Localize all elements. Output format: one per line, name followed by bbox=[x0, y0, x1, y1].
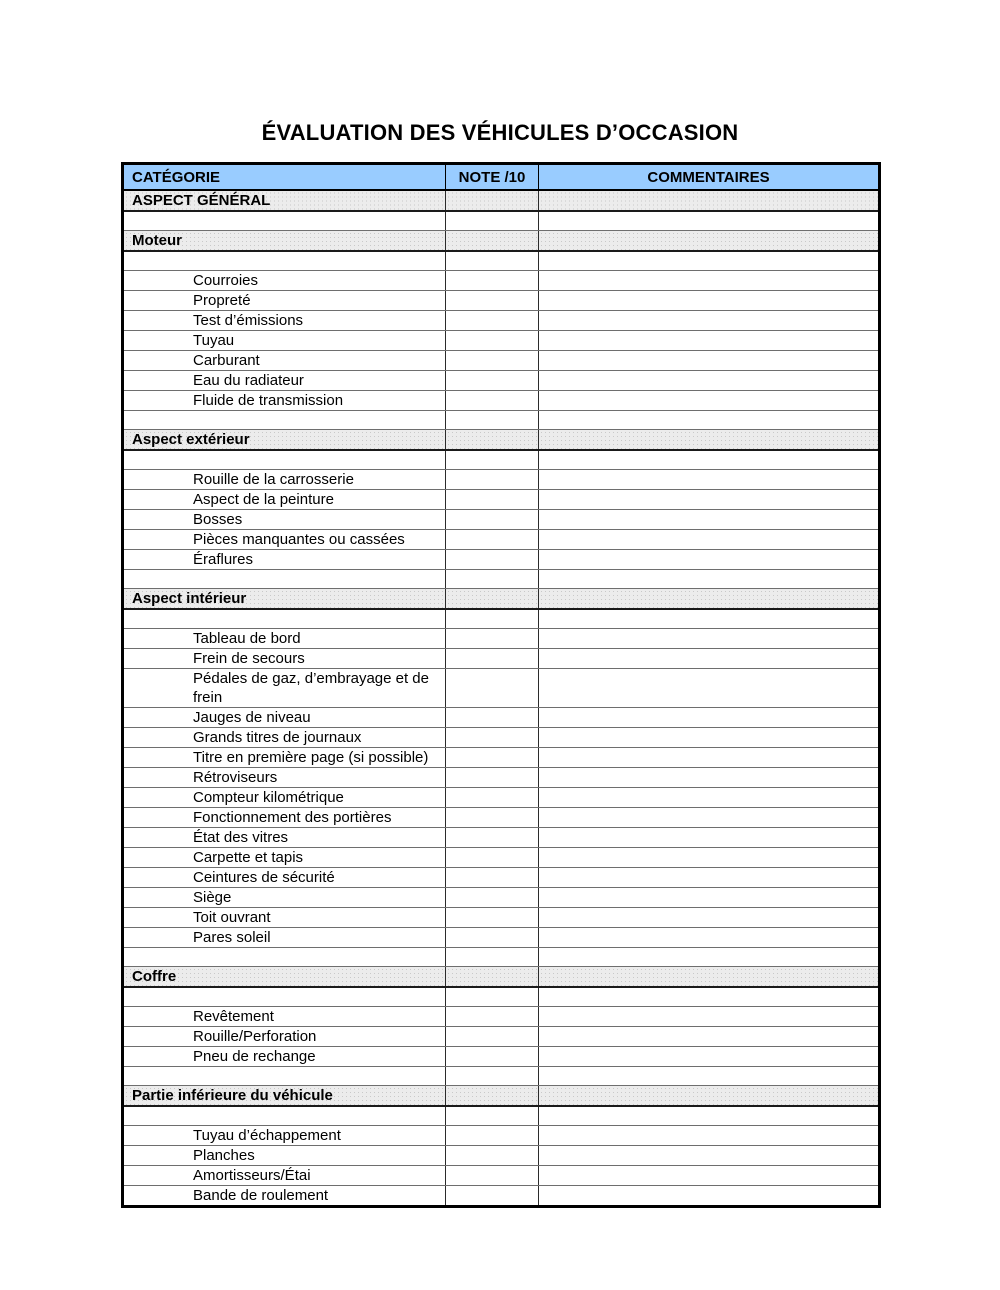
section-row bbox=[123, 190, 880, 211]
item-row bbox=[123, 1027, 880, 1047]
item-row bbox=[123, 649, 880, 669]
category-cell: Ceintures de sécurité bbox=[123, 868, 446, 888]
comment-cell bbox=[539, 271, 880, 291]
comment-cell bbox=[539, 411, 880, 430]
comment-cell bbox=[539, 450, 880, 470]
category-cell: Tuyau bbox=[123, 331, 446, 351]
category-cell: Partie inférieure du véhicule bbox=[123, 1086, 446, 1107]
category-cell bbox=[123, 1106, 446, 1126]
category-cell: Eau du radiateur bbox=[123, 371, 446, 391]
category-cell: Rouille/Perforation bbox=[123, 1027, 446, 1047]
category-cell bbox=[123, 450, 446, 470]
note-cell bbox=[446, 371, 539, 391]
item-row bbox=[123, 1146, 880, 1166]
note-cell bbox=[446, 708, 539, 728]
comment-cell bbox=[539, 1146, 880, 1166]
note-cell bbox=[446, 1067, 539, 1086]
category-cell: Bosses bbox=[123, 510, 446, 530]
comment-cell bbox=[539, 967, 880, 988]
note-cell bbox=[446, 331, 539, 351]
comment-cell bbox=[539, 1126, 880, 1146]
column-header-note: NOTE /10 bbox=[446, 164, 539, 191]
note-cell bbox=[446, 530, 539, 550]
comment-cell bbox=[539, 609, 880, 629]
comment-cell bbox=[539, 768, 880, 788]
category-cell: Pares soleil bbox=[123, 928, 446, 948]
category-cell: État des vitres bbox=[123, 828, 446, 848]
note-cell bbox=[446, 190, 539, 211]
note-cell bbox=[446, 251, 539, 271]
note-cell bbox=[446, 987, 539, 1007]
note-cell bbox=[446, 411, 539, 430]
comment-cell bbox=[539, 1086, 880, 1107]
note-cell bbox=[446, 231, 539, 252]
comment-cell bbox=[539, 231, 880, 252]
category-cell bbox=[123, 251, 446, 271]
item-row bbox=[123, 271, 880, 291]
comment-cell bbox=[539, 1007, 880, 1027]
category-cell: Rétroviseurs bbox=[123, 768, 446, 788]
note-cell bbox=[446, 1047, 539, 1067]
blank-row bbox=[123, 450, 880, 470]
note-cell bbox=[446, 748, 539, 768]
category-cell: Coffre bbox=[123, 967, 446, 988]
note-cell bbox=[446, 1086, 539, 1107]
blank-row bbox=[123, 411, 880, 430]
comment-cell bbox=[539, 291, 880, 311]
note-cell bbox=[446, 211, 539, 231]
note-cell bbox=[446, 391, 539, 411]
category-cell bbox=[123, 948, 446, 967]
category-cell: Carburant bbox=[123, 351, 446, 371]
comment-cell bbox=[539, 470, 880, 490]
comment-cell bbox=[539, 351, 880, 371]
category-cell bbox=[123, 987, 446, 1007]
category-cell: Moteur bbox=[123, 231, 446, 252]
category-cell: Pneu de rechange bbox=[123, 1047, 446, 1067]
section-row bbox=[123, 589, 880, 610]
note-cell bbox=[446, 550, 539, 570]
note-cell bbox=[446, 609, 539, 629]
note-cell bbox=[446, 848, 539, 868]
item-row bbox=[123, 530, 880, 550]
comment-cell bbox=[539, 251, 880, 271]
category-cell bbox=[123, 411, 446, 430]
item-row bbox=[123, 331, 880, 351]
evaluation-table-body bbox=[123, 190, 880, 1207]
category-cell: Titre en première page (si possible) bbox=[123, 748, 446, 768]
category-cell: Test d’émissions bbox=[123, 311, 446, 331]
note-cell bbox=[446, 868, 539, 888]
item-row bbox=[123, 510, 880, 530]
category-cell: Bande de roulement bbox=[123, 1186, 446, 1207]
category-cell bbox=[123, 1067, 446, 1086]
note-cell bbox=[446, 1106, 539, 1126]
note-cell bbox=[446, 311, 539, 331]
section-row bbox=[123, 967, 880, 988]
note-cell bbox=[446, 629, 539, 649]
note-cell bbox=[446, 570, 539, 589]
comment-cell bbox=[539, 430, 880, 451]
category-cell: Tableau de bord bbox=[123, 629, 446, 649]
note-cell bbox=[446, 470, 539, 490]
item-row bbox=[123, 1166, 880, 1186]
note-cell bbox=[446, 669, 539, 708]
note-cell bbox=[446, 908, 539, 928]
category-cell: Compteur kilométrique bbox=[123, 788, 446, 808]
category-cell: Siège bbox=[123, 888, 446, 908]
note-cell bbox=[446, 1146, 539, 1166]
comment-cell bbox=[539, 748, 880, 768]
blank-row bbox=[123, 609, 880, 629]
item-row bbox=[123, 291, 880, 311]
category-cell: Grands titres de journaux bbox=[123, 728, 446, 748]
note-cell bbox=[446, 490, 539, 510]
category-cell: Aspect extérieur bbox=[123, 430, 446, 451]
comment-cell bbox=[539, 530, 880, 550]
category-cell: Pièces manquantes ou cassées bbox=[123, 530, 446, 550]
comment-cell bbox=[539, 589, 880, 610]
note-cell bbox=[446, 788, 539, 808]
blank-row bbox=[123, 948, 880, 967]
category-cell: Fonctionnement des portières bbox=[123, 808, 446, 828]
comment-cell bbox=[539, 788, 880, 808]
comment-cell bbox=[539, 948, 880, 967]
item-row bbox=[123, 391, 880, 411]
comment-cell bbox=[539, 570, 880, 589]
comment-cell bbox=[539, 391, 880, 411]
item-row bbox=[123, 848, 880, 868]
comment-cell bbox=[539, 510, 880, 530]
comment-cell bbox=[539, 928, 880, 948]
blank-row bbox=[123, 987, 880, 1007]
category-cell: Aspect intérieur bbox=[123, 589, 446, 610]
category-cell: Courroies bbox=[123, 271, 446, 291]
note-cell bbox=[446, 291, 539, 311]
column-header-commentaires: COMMENTAIRES bbox=[539, 164, 880, 191]
comment-cell bbox=[539, 190, 880, 211]
item-row bbox=[123, 1126, 880, 1146]
note-cell bbox=[446, 1126, 539, 1146]
category-cell: Carpette et tapis bbox=[123, 848, 446, 868]
category-cell: ASPECT GÉNÉRAL bbox=[123, 190, 446, 211]
note-cell bbox=[446, 967, 539, 988]
item-row bbox=[123, 550, 880, 570]
blank-row bbox=[123, 211, 880, 231]
blank-row bbox=[123, 251, 880, 271]
note-cell bbox=[446, 510, 539, 530]
item-row bbox=[123, 748, 880, 768]
category-cell: Éraflures bbox=[123, 550, 446, 570]
comment-cell bbox=[539, 550, 880, 570]
item-row bbox=[123, 808, 880, 828]
category-cell: Fluide de transmission bbox=[123, 391, 446, 411]
item-row bbox=[123, 490, 880, 510]
section-row bbox=[123, 231, 880, 252]
item-row bbox=[123, 351, 880, 371]
category-cell bbox=[123, 570, 446, 589]
evaluation-table bbox=[121, 162, 881, 1208]
comment-cell bbox=[539, 490, 880, 510]
note-cell bbox=[446, 1186, 539, 1207]
note-cell bbox=[446, 271, 539, 291]
item-row bbox=[123, 1047, 880, 1067]
category-cell: Rouille de la carrosserie bbox=[123, 470, 446, 490]
category-cell: Propreté bbox=[123, 291, 446, 311]
comment-cell bbox=[539, 708, 880, 728]
item-row bbox=[123, 629, 880, 649]
comment-cell bbox=[539, 828, 880, 848]
note-cell bbox=[446, 888, 539, 908]
comment-cell bbox=[539, 987, 880, 1007]
note-cell bbox=[446, 808, 539, 828]
note-cell bbox=[446, 728, 539, 748]
item-row bbox=[123, 828, 880, 848]
category-cell: Planches bbox=[123, 1146, 446, 1166]
item-row bbox=[123, 1186, 880, 1207]
item-row bbox=[123, 768, 880, 788]
comment-cell bbox=[539, 669, 880, 708]
category-cell: Pédales de gaz, d’embrayage et de frein bbox=[123, 669, 446, 708]
comment-cell bbox=[539, 888, 880, 908]
note-cell bbox=[446, 828, 539, 848]
comment-cell bbox=[539, 728, 880, 748]
comment-cell bbox=[539, 908, 880, 928]
blank-row bbox=[123, 1067, 880, 1086]
item-row bbox=[123, 311, 880, 331]
comment-cell bbox=[539, 311, 880, 331]
comment-cell bbox=[539, 629, 880, 649]
column-header-categorie: CATÉGORIE bbox=[123, 164, 446, 191]
note-cell bbox=[446, 1007, 539, 1027]
item-row bbox=[123, 669, 880, 708]
comment-cell bbox=[539, 211, 880, 231]
comment-cell bbox=[539, 1166, 880, 1186]
category-cell: Revêtement bbox=[123, 1007, 446, 1027]
note-cell bbox=[446, 649, 539, 669]
comment-cell bbox=[539, 649, 880, 669]
blank-row bbox=[123, 570, 880, 589]
table-header-row bbox=[123, 164, 880, 191]
item-row bbox=[123, 868, 880, 888]
category-cell: Frein de secours bbox=[123, 649, 446, 669]
note-cell bbox=[446, 1027, 539, 1047]
category-cell: Tuyau d’échappement bbox=[123, 1126, 446, 1146]
item-row bbox=[123, 888, 880, 908]
comment-cell bbox=[539, 1047, 880, 1067]
item-row bbox=[123, 928, 880, 948]
blank-row bbox=[123, 1106, 880, 1126]
item-row bbox=[123, 788, 880, 808]
comment-cell bbox=[539, 808, 880, 828]
note-cell bbox=[446, 450, 539, 470]
category-cell: Aspect de la peinture bbox=[123, 490, 446, 510]
comment-cell bbox=[539, 848, 880, 868]
comment-cell bbox=[539, 868, 880, 888]
comment-cell bbox=[539, 1106, 880, 1126]
item-row bbox=[123, 371, 880, 391]
note-cell bbox=[446, 948, 539, 967]
item-row bbox=[123, 708, 880, 728]
section-row bbox=[123, 1086, 880, 1107]
category-cell: Toit ouvrant bbox=[123, 908, 446, 928]
category-cell bbox=[123, 211, 446, 231]
page-title: ÉVALUATION DES VÉHICULES D’OCCASION bbox=[261, 120, 739, 145]
note-cell bbox=[446, 1166, 539, 1186]
note-cell bbox=[446, 589, 539, 610]
comment-cell bbox=[539, 371, 880, 391]
comment-cell bbox=[539, 1027, 880, 1047]
item-row bbox=[123, 908, 880, 928]
category-cell bbox=[123, 609, 446, 629]
item-row bbox=[123, 728, 880, 748]
category-cell: Jauges de niveau bbox=[123, 708, 446, 728]
note-cell bbox=[446, 928, 539, 948]
item-row bbox=[123, 1007, 880, 1027]
note-cell bbox=[446, 351, 539, 371]
note-cell bbox=[446, 430, 539, 451]
item-row bbox=[123, 470, 880, 490]
category-cell: Amortisseurs/Étai bbox=[123, 1166, 446, 1186]
comment-cell bbox=[539, 1186, 880, 1207]
section-row bbox=[123, 430, 880, 451]
note-cell bbox=[446, 768, 539, 788]
comment-cell bbox=[539, 1067, 880, 1086]
comment-cell bbox=[539, 331, 880, 351]
